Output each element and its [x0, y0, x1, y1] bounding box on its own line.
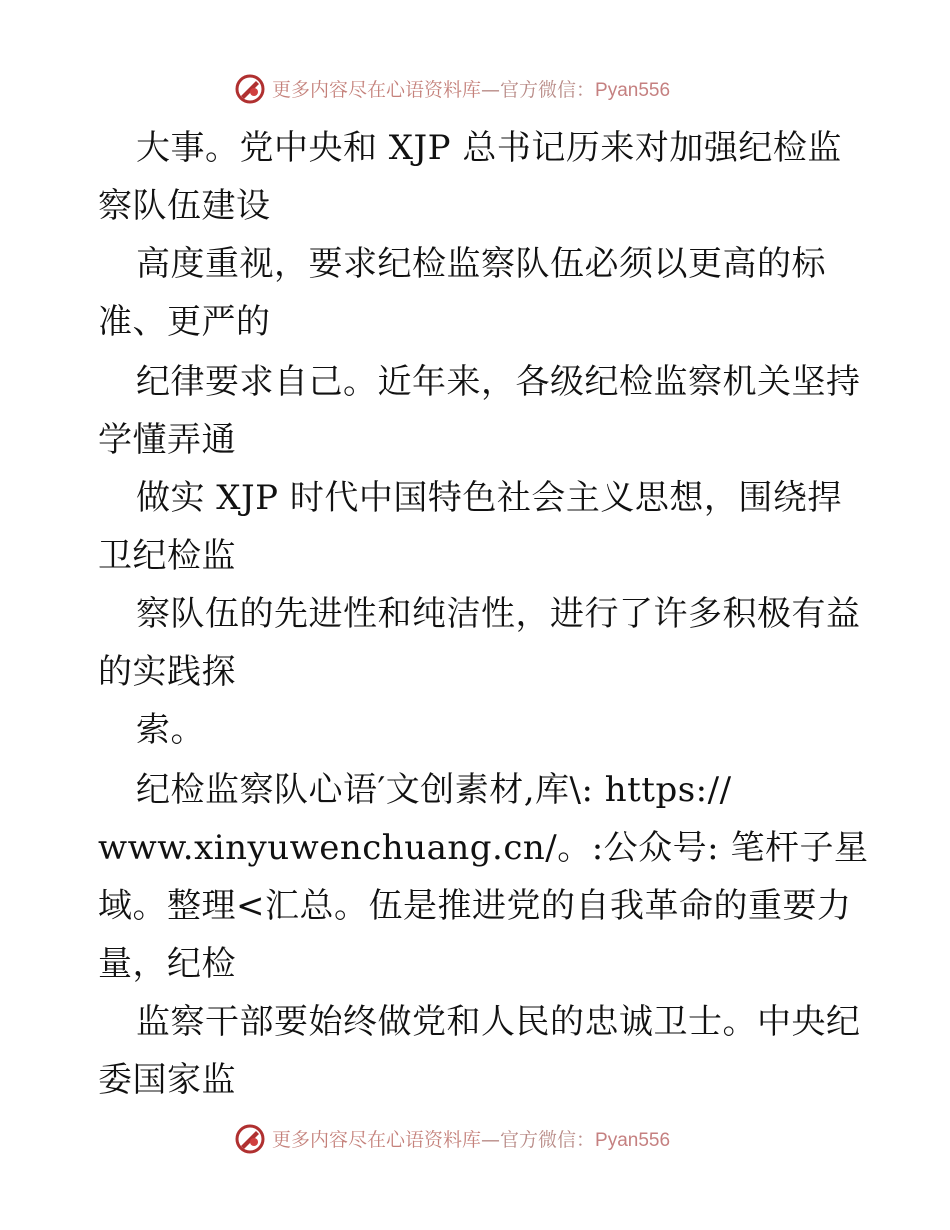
body-line: 高度重视，要求纪检监察队伍必须以更高的标: [136, 244, 826, 284]
body-line: 做实 XJP 时代中国特色社会主义思想，围绕捍: [136, 478, 842, 518]
logo-pen-icon: [234, 1123, 266, 1155]
watermark-main: 更多内容尽在心语资料库: [272, 1129, 482, 1151]
body-line: 学懂弄通: [98, 420, 236, 460]
logo-pen-icon: [234, 73, 266, 105]
body-line: 的实践探: [98, 652, 236, 692]
watermark-wechat: Pyan556: [595, 80, 671, 101]
body-line: www.xinyuwenchuang.cn/。:公众号: 笔杆子星: [98, 828, 869, 868]
body-line: 域。整理<汇总。伍是推进党的自我革命的重要力: [98, 886, 852, 926]
watermark-dash: —: [481, 1129, 501, 1151]
watermark-text: [272, 78, 670, 103]
footer-watermark: [0, 1120, 950, 1160]
watermark-dash: —: [481, 79, 501, 101]
body-line: 量，纪检: [98, 944, 236, 984]
watermark-sub: 官方微信：: [500, 1129, 596, 1151]
body-line: 卫纪检监: [98, 536, 236, 576]
watermark-text: [272, 1128, 670, 1153]
body-line: 委国家监: [98, 1060, 236, 1100]
body-line: 索。: [136, 710, 205, 750]
body-line: 准、更严的: [98, 302, 271, 342]
body-line: 纪律要求自己。近年来，各级纪检监察机关坚持: [136, 362, 861, 402]
body-line: 纪检监察队心语′文创素材,库\: https://: [136, 770, 732, 810]
header-watermark: [0, 70, 950, 110]
watermark-sub: 官方微信：: [500, 79, 596, 101]
watermark-main: 更多内容尽在心语资料库: [272, 79, 482, 101]
body-line: 大事。党中央和 XJP 总书记历来对加强纪检监: [136, 128, 842, 168]
body-line: 监察干部要始终做党和人民的忠诚卫士。中央纪: [136, 1002, 861, 1042]
body-line: 察队伍的先进性和纯洁性，进行了许多积极有益: [136, 594, 861, 634]
watermark-wechat: Pyan556: [595, 1130, 671, 1151]
body-line: 察队伍建设: [98, 186, 271, 226]
